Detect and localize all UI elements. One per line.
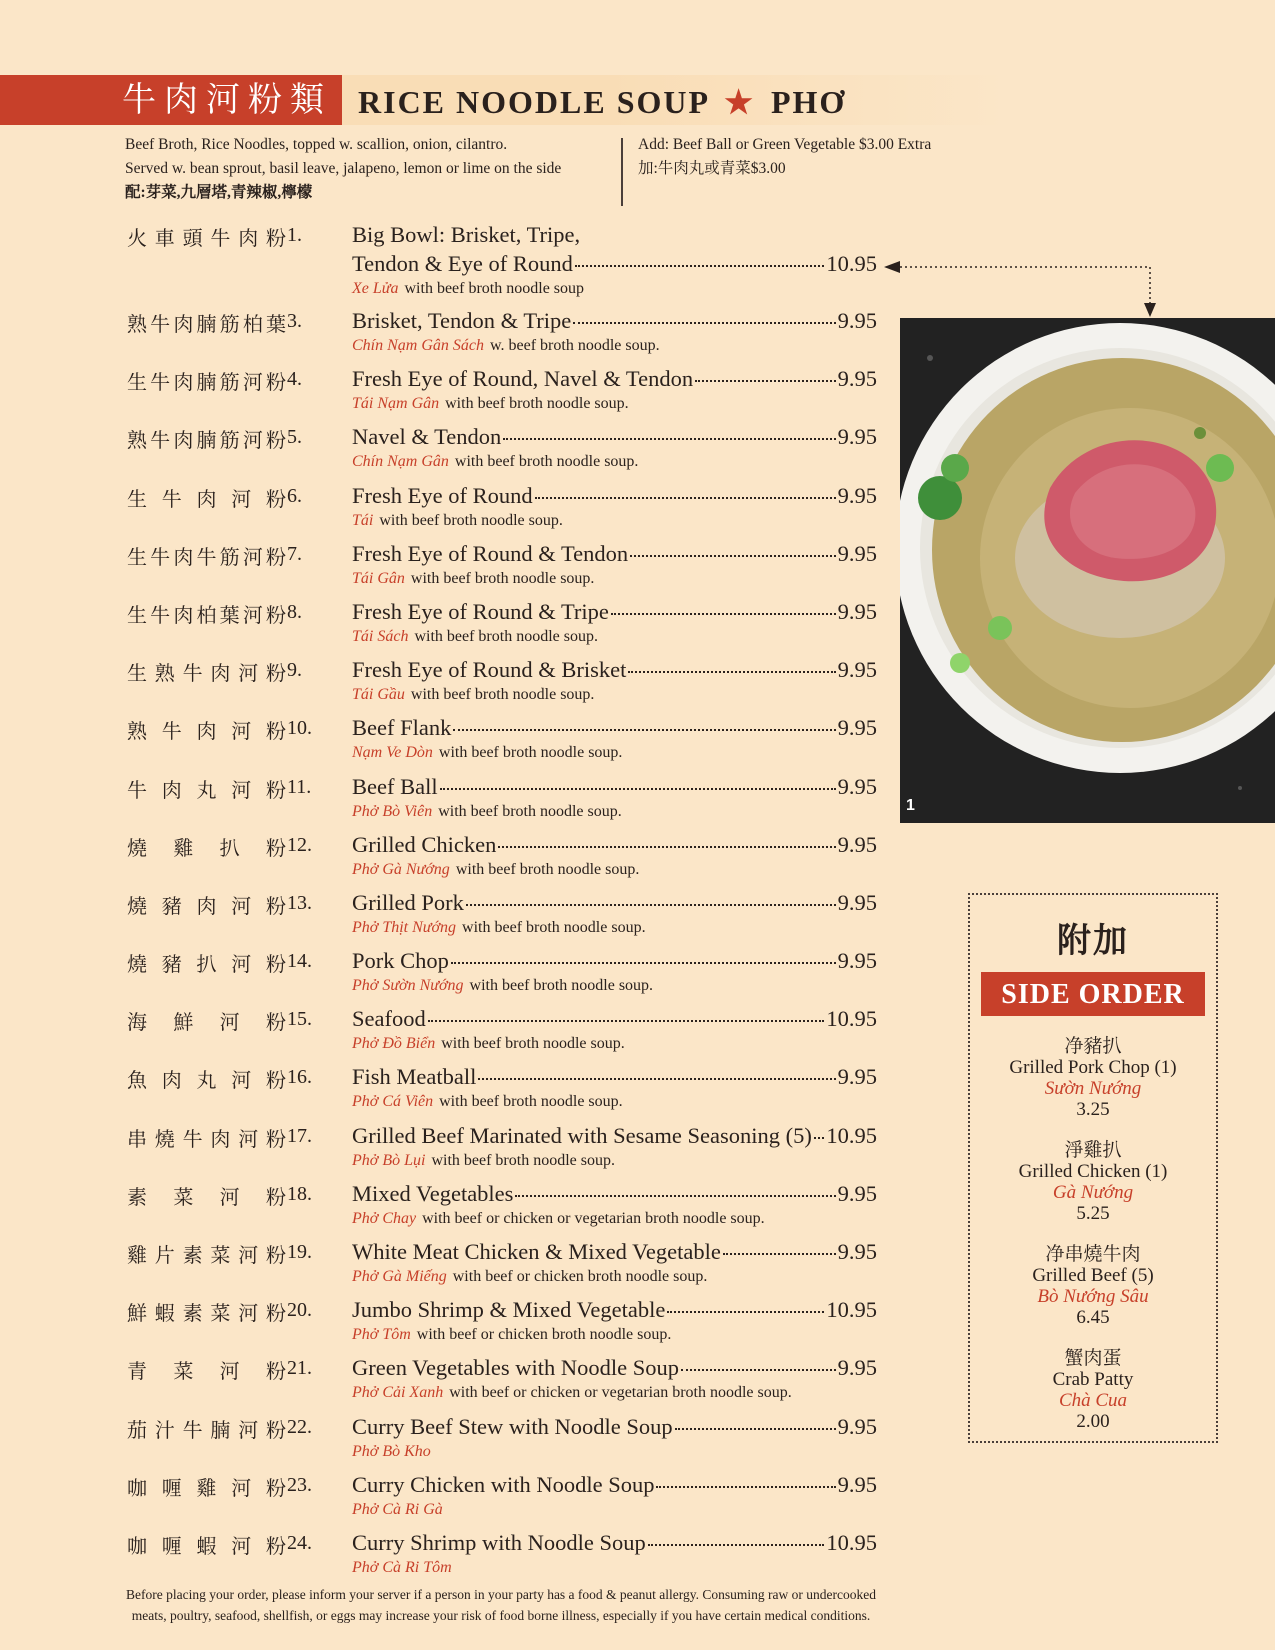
menu-item: [127, 1119, 877, 1177]
menu-item-viet-name: Phở Sườn Nướng: [352, 977, 464, 995]
menu-item-desc: with beef broth noodle soup.: [438, 802, 622, 820]
leader-dots: [478, 1077, 835, 1080]
menu-item-number: 5.: [287, 426, 302, 449]
menu-item-number: 14.: [287, 950, 312, 973]
header-cn-title: 牛肉河粉類: [0, 75, 342, 125]
menu-item-viet-name: Phở Cá Viên: [352, 1093, 434, 1111]
menu-item-desc: with beef broth noodle soup.: [410, 569, 595, 587]
menu-item-cn-name: 茄汁牛腩河粉: [127, 1417, 287, 1442]
menu-item-desc: with beef broth noodle soup.: [469, 977, 654, 995]
menu-item-line: [352, 1355, 877, 1381]
menu-item-desc: with beef broth noodle soup.: [445, 395, 629, 413]
menu-item-viet-name: Phở Chay: [352, 1209, 417, 1227]
intro-right: [638, 133, 1018, 181]
menu-item-viet-name: Nạm Ve Dòn: [352, 744, 433, 762]
menu-item-price: 10.95: [826, 251, 877, 276]
menu-item-subtitle: [352, 861, 639, 879]
add-on-note-cn: 加:牛肉丸或青菜$3.00: [638, 160, 786, 177]
menu-item-viet-name: Tái Gầu: [352, 686, 405, 704]
photo-label: 1: [906, 797, 915, 814]
menu-item-subtitle: [352, 1384, 792, 1402]
menu-item-price: 9.95: [837, 889, 877, 915]
menu-item-price: 9.95: [837, 308, 877, 333]
menu-item-name: Curry Beef Stew with Noodle Soup: [352, 1413, 673, 1439]
menu-item-line: [352, 1414, 877, 1440]
leader-dots: [628, 670, 835, 673]
menu-item-viet-name: Phở Thịt Nướng: [352, 918, 457, 936]
disclaimer-line: meats, poultry, seafood, shellfish, or eggs may increase your risk of food borne illness, especially if you have certain medical conditions.: [131, 1608, 871, 1623]
leader-dots: [466, 903, 836, 906]
menu-item-viet-name: Tái Sách: [352, 627, 409, 645]
menu-item-price: 9.95: [837, 948, 877, 974]
menu-item-name: Grilled Pork: [352, 889, 464, 915]
menu-item-name: Beef Ball: [352, 773, 438, 799]
menu-item-price: 9.95: [837, 1471, 877, 1497]
menu-item: [127, 1410, 877, 1468]
header-title-pho: PHƠ: [770, 84, 847, 120]
menu-item-viet-name: Phở Cà Ri Gà: [352, 1500, 443, 1518]
menu-item-name: Fresh Eye of Round & Tendon: [352, 540, 629, 566]
menu-item-line: [352, 1530, 877, 1556]
menu-item-name: Curry Chicken with Noodle Soup: [352, 1471, 655, 1497]
menu-list: [127, 218, 877, 1584]
menu-item-viet-name: Phở Bò Kho: [352, 1442, 431, 1460]
menu-item-number: 20.: [287, 1299, 312, 1322]
menu-item-number: 24.: [287, 1531, 312, 1554]
menu-item-subtitle: [352, 453, 638, 471]
menu-item-subtitle: [352, 337, 660, 355]
menu-item-price: 9.95: [837, 831, 877, 857]
side-order-item: [970, 1140, 1216, 1224]
side-item-viet-name: Bò Nướng Sâu: [1037, 1286, 1149, 1307]
star-icon: ★: [724, 84, 755, 120]
menu-item-viet-name: Phở Cà Ri Tôm: [352, 1558, 452, 1576]
menu-item: [127, 218, 877, 304]
side-order-list: [970, 1036, 1216, 1432]
side-order-item: [970, 1244, 1216, 1328]
menu-item-name: Beef Flank: [352, 715, 452, 741]
side-order-title: SIDE ORDER: [981, 972, 1205, 1016]
intro-left: [125, 133, 605, 205]
menu-item-desc: with beef broth noodle soup.: [438, 744, 623, 762]
menu-item: [127, 770, 877, 828]
menu-item-cn-name: 青菜河粉: [127, 1359, 287, 1384]
menu-item: [127, 362, 877, 420]
menu-item-line: [352, 599, 877, 625]
arrow-icon: [880, 255, 1160, 325]
pho-bowl-photo: [900, 318, 1275, 823]
menu-item-viet-name: Tái Gân: [352, 569, 405, 587]
menu-item-subtitle: [352, 1035, 625, 1053]
menu-item: [127, 653, 877, 711]
menu-item-cn-name: 燒豬扒河粉: [127, 952, 287, 977]
menu-item: [127, 1468, 877, 1526]
menu-item-subtitle: [352, 1210, 765, 1228]
leader-dots: [675, 1427, 836, 1430]
leader-dots: [667, 1310, 824, 1313]
menu-item-name: Seafood: [352, 1006, 426, 1032]
menu-item-cn-name: 生牛肉河粉: [127, 486, 287, 511]
menu-item-line: [352, 366, 877, 392]
menu-item-line: [352, 1006, 877, 1032]
menu-item-cn-name: 熟牛肉腩筋柏葉: [127, 312, 287, 336]
menu-item: [127, 1235, 877, 1293]
menu-item-viet-name: Chín Nạm Gân: [352, 453, 449, 471]
menu-item-number: 13.: [287, 891, 312, 914]
menu-item-number: 21.: [287, 1357, 312, 1380]
menu-item-price: 9.95: [837, 715, 877, 741]
leader-dots: [723, 1252, 836, 1255]
menu-item-viet-name: Phở Gà Miếng: [352, 1268, 447, 1285]
menu-item-subtitle: [352, 512, 563, 530]
menu-item: [127, 828, 877, 886]
menu-item-price: 9.95: [837, 1180, 877, 1206]
side-item-price: 3.25: [1076, 1099, 1110, 1120]
menu-item-number: 6.: [287, 484, 302, 507]
menu-item-cn-name: 鮮蝦素菜河粉: [127, 1301, 287, 1326]
menu-item-name: Fresh Eye of Round & Tripe: [352, 598, 609, 624]
leader-dots: [453, 728, 835, 731]
menu-item-cn-name: 咖喱蝦河粉: [127, 1533, 287, 1558]
menu-item-price: 9.95: [837, 540, 877, 566]
menu-item-desc: with beef broth noodle soup.: [410, 686, 595, 704]
menu-item: [127, 537, 877, 595]
menu-item-number: 3.: [287, 310, 302, 332]
leader-dots: [681, 1368, 836, 1371]
menu-item-desc: with beef broth noodle soup: [404, 280, 585, 297]
menu-item-subtitle: [352, 744, 622, 762]
side-item-viet-name: Sườn Nướng: [1044, 1078, 1142, 1099]
menu-item-desc: with beef broth noodle soup.: [455, 860, 640, 878]
menu-item-number: 7.: [287, 542, 302, 565]
menu-item-subtitle: [352, 686, 594, 704]
menu-item-subtitle: [352, 803, 622, 821]
menu-item: [127, 1526, 877, 1584]
leader-dots: [695, 379, 836, 382]
menu-item-cn-name: 生牛肉牛筋河粉: [127, 544, 287, 569]
side-order-item: [970, 1036, 1216, 1120]
menu-item-subtitle: [352, 1326, 671, 1344]
intro-line-cn: 配:芽菜,九層塔,青辣椒,檸檬: [125, 184, 313, 201]
menu-item: [127, 1293, 877, 1351]
menu-item-name: Big Bowl: Brisket, Tripe,: [352, 222, 581, 247]
side-item-price: 2.00: [1076, 1411, 1110, 1432]
menu-item-cn-name: 生牛肉柏葉河粉: [127, 602, 287, 627]
menu-item: [127, 595, 877, 653]
menu-item-price: 10.95: [826, 1122, 877, 1148]
menu-item-line: [352, 657, 877, 683]
menu-item-viet-name: Phở Cải Xanh: [352, 1384, 444, 1402]
leader-dots: [630, 554, 836, 557]
menu-item-cn-name: 燒雞扒粉: [127, 835, 287, 860]
menu-item-price: 9.95: [837, 1064, 877, 1090]
menu-item-number: 23.: [287, 1473, 312, 1496]
menu-item-cn-name: 素菜河粉: [127, 1184, 287, 1209]
side-item-name: Grilled Chicken (1): [1018, 1161, 1168, 1182]
menu-item-line: [352, 222, 877, 248]
leader-dots: [648, 1543, 825, 1546]
leader-dots: [503, 437, 835, 440]
menu-item-desc: with beef or chicken broth noodle soup.: [452, 1268, 708, 1285]
menu-item-cn-name: 咖喱雞河粉: [127, 1475, 287, 1500]
menu-item-desc: with beef or chicken or vegetarian broth noodle soup.: [422, 1209, 765, 1227]
menu-item-price: 10.95: [826, 1529, 877, 1555]
menu-item-viet-name: Chín Nạm Gân Sách: [352, 337, 484, 354]
side-order-cn-title: 附加: [1057, 921, 1129, 961]
leader-dots: [573, 321, 835, 324]
menu-item-number: 22.: [287, 1415, 312, 1438]
leader-dots: [428, 1019, 825, 1022]
side-item-cn-name: 净串燒牛肉: [1045, 1243, 1141, 1265]
menu-item-line: [352, 308, 877, 334]
menu-item-viet-name: Phở Tôm: [352, 1326, 411, 1344]
menu-item-number: 10.: [287, 717, 312, 740]
menu-item-price: 10.95: [826, 1006, 877, 1032]
menu-item-price: 9.95: [837, 366, 877, 392]
menu-item-line: [352, 948, 877, 974]
menu-item-price: 9.95: [837, 482, 877, 508]
side-item-viet-name: Gà Nướng: [1052, 1182, 1134, 1203]
menu-item: [127, 304, 877, 362]
leader-dots: [814, 1136, 824, 1139]
menu-item: [127, 711, 877, 769]
header-title-text: RICE NOODLE SOUP: [358, 84, 709, 120]
intro-divider: [621, 138, 623, 206]
menu-item-desc: w. beef broth noodle soup.: [490, 337, 660, 354]
menu-item-cn-name: 生熟牛肉河粉: [127, 661, 287, 686]
menu-item-name: Fresh Eye of Round, Navel & Tendon: [352, 366, 694, 392]
menu-item-line: [352, 1123, 877, 1149]
menu-item-number: 9.: [287, 659, 302, 682]
menu-item-subtitle: [352, 280, 584, 298]
side-item-price: 5.25: [1076, 1203, 1110, 1224]
leader-dots: [656, 1485, 835, 1488]
menu-item-line: [352, 1297, 877, 1323]
side-order-box: [968, 893, 1218, 1443]
menu-item-name-cont: Tendon & Eye of Round: [352, 251, 573, 276]
menu-item-subtitle: [352, 977, 653, 995]
menu-item-desc: with beef broth noodle soup.: [431, 1151, 615, 1169]
menu-item-line: [352, 251, 877, 277]
menu-item-price: 10.95: [826, 1297, 877, 1323]
menu-item-number: 15.: [287, 1008, 312, 1031]
menu-item-price: 9.95: [837, 1413, 877, 1439]
menu-item-cn-name: 火車頭牛肉粉: [127, 226, 287, 250]
menu-item-viet-name: Phở Bò Lụi: [352, 1151, 426, 1169]
leader-dots: [575, 264, 824, 267]
menu-item-viet-name: Phở Gà Nướng: [352, 860, 450, 878]
menu-item-name: Fish Meatball: [352, 1064, 477, 1090]
intro-line: Served w. bean sprout, basil leave, jalapeno, lemon or lime on the side: [125, 160, 562, 177]
menu-item-name: Fresh Eye of Round & Brisket: [352, 657, 627, 683]
menu-item-name: Grilled Beef Marinated with Sesame Seasoning (5): [352, 1122, 812, 1148]
menu-item-line: [352, 715, 877, 741]
menu-item-line: [352, 1239, 877, 1265]
menu-item-subtitle: [352, 395, 629, 413]
menu-item-line: [352, 890, 877, 916]
menu-item-number: 11.: [287, 775, 312, 798]
disclaimer-line: Before placing your order, please inform your server if a person in your party has a food & peanut allergy. Consuming raw or undercooked: [126, 1587, 876, 1602]
menu-item: [127, 886, 877, 944]
side-item-cn-name: 净豬扒: [1064, 1035, 1122, 1057]
menu-item-cn-name: 海鮮河粉: [127, 1010, 287, 1035]
menu-item-price: 9.95: [837, 1355, 877, 1381]
menu-item-subtitle: [352, 1268, 707, 1286]
menu-item-price: 9.95: [837, 424, 877, 450]
menu-item-subtitle: [352, 1501, 449, 1519]
menu-item-subtitle: [352, 1443, 437, 1461]
menu-item-name: Grilled Chicken: [352, 831, 497, 857]
menu-item-cn-name: 熟牛肉河粉: [127, 719, 287, 744]
menu-item-name: Green Vegetables with Noodle Soup: [352, 1355, 680, 1381]
side-item-cn-name: 蟹肉蛋: [1064, 1347, 1122, 1369]
menu-item-line: [352, 541, 877, 567]
menu-item: [127, 944, 877, 1002]
menu-item-price: 9.95: [837, 773, 877, 799]
side-order-item: [970, 1348, 1216, 1432]
menu-item-name: Mixed Vegetables: [352, 1180, 514, 1206]
menu-item: [127, 1002, 877, 1060]
side-item-viet-name: Chà Cua: [1058, 1390, 1128, 1411]
menu-item-desc: with beef broth noodle soup.: [441, 1035, 625, 1053]
menu-item: [127, 1060, 877, 1118]
menu-item-number: 16.: [287, 1066, 312, 1089]
menu-item-cn-name: 熟牛肉腩筋河粉: [127, 428, 287, 453]
menu-item: [127, 479, 877, 537]
leader-dots: [440, 787, 836, 790]
menu-item-line: [352, 424, 877, 450]
menu-item-viet-name: Phở Đồ Biển: [352, 1035, 436, 1053]
menu-item-subtitle: [352, 628, 598, 646]
menu-item-desc: with beef broth noodle soup.: [414, 627, 598, 645]
menu-item-viet-name: Tái: [352, 511, 374, 529]
menu-item-line: [352, 1181, 877, 1207]
menu-item-name: Curry Shrimp with Noodle Soup: [352, 1529, 646, 1555]
leader-dots: [535, 496, 836, 499]
menu-item-desc: with beef broth noodle soup.: [462, 918, 646, 936]
leader-dots: [498, 845, 835, 848]
menu-item-name: Navel & Tendon: [352, 424, 502, 450]
menu-item-number: 4.: [287, 368, 302, 391]
menu-item-name: White Meat Chicken & Mixed Vegetable: [352, 1239, 721, 1264]
menu-item-subtitle: [352, 1152, 615, 1170]
menu-item-cn-name: 生牛肉腩筋河粉: [127, 370, 287, 395]
menu-item-name: Jumbo Shrimp & Mixed Vegetable: [352, 1297, 666, 1323]
menu-item-desc: with beef broth noodle soup.: [379, 511, 563, 529]
menu-item-price: 9.95: [837, 657, 877, 683]
menu-item-price: 9.95: [837, 598, 877, 624]
allergy-disclaimer: [125, 1584, 877, 1626]
menu-item-cn-name: 燒豬肉河粉: [127, 893, 287, 918]
menu-item-name: Pork Chop: [352, 948, 449, 974]
leader-dots: [451, 961, 836, 964]
menu-item-desc: with beef broth noodle soup.: [439, 1093, 623, 1111]
menu-item-name: Brisket, Tendon & Tripe: [352, 308, 572, 333]
menu-item-viet-name: Xe Lửa: [352, 280, 399, 297]
menu-item-cn-name: 串燒牛肉河粉: [127, 1126, 287, 1151]
menu-item-price: 9.95: [837, 1239, 877, 1264]
menu-item-cn-name: 牛肉丸河粉: [127, 777, 287, 802]
pho-bowl-image: [900, 318, 1275, 823]
intro-line: Beef Broth, Rice Noodles, topped w. scallion, onion, cilantro.: [125, 136, 508, 153]
menu-item-desc: with beef or chicken or vegetarian broth noodle soup.: [449, 1384, 792, 1402]
menu-item-line: [352, 832, 877, 858]
add-on-note: Add: Beef Ball or Green Vegetable $3.00 Extra: [638, 136, 932, 153]
menu-item-number: 19.: [287, 1241, 312, 1263]
menu-item-name: Fresh Eye of Round: [352, 482, 533, 508]
menu-item-number: 12.: [287, 833, 312, 856]
side-item-name: Grilled Pork Chop (1): [1009, 1057, 1177, 1078]
leader-dots: [611, 612, 836, 615]
menu-item-line: [352, 1064, 877, 1090]
menu-item-subtitle: [352, 1559, 458, 1577]
side-item-name: Crab Patty: [1052, 1369, 1134, 1390]
leader-dots: [515, 1194, 835, 1197]
menu-item-cn-name: 雞片素菜河粉: [127, 1243, 287, 1267]
menu-item: [127, 1177, 877, 1235]
menu-item-cn-name: 魚肉丸河粉: [127, 1068, 287, 1093]
side-item-cn-name: 淨雞扒: [1064, 1139, 1122, 1161]
menu-item-subtitle: [352, 919, 646, 937]
menu-item: [127, 1351, 877, 1409]
menu-item-number: 17.: [287, 1124, 312, 1147]
menu-item-subtitle: [352, 570, 594, 588]
menu-item-subtitle: [352, 1093, 623, 1111]
menu-item-desc: with beef broth noodle soup.: [454, 453, 639, 471]
header-en-title: [358, 75, 846, 125]
menu-item-number: 18.: [287, 1182, 312, 1205]
side-item-price: 6.45: [1076, 1307, 1110, 1328]
menu-item-line: [352, 483, 877, 509]
menu-item-number: 8.: [287, 600, 302, 623]
menu-item-line: [352, 774, 877, 800]
menu-item-viet-name: Tái Nạm Gân: [352, 395, 440, 413]
side-item-name: Grilled Beef (5): [1032, 1265, 1154, 1286]
menu-item-viet-name: Phở Bò Viên: [352, 802, 433, 820]
menu-item-line: [352, 1472, 877, 1498]
menu-item: [127, 420, 877, 478]
menu-item-desc: with beef or chicken broth noodle soup.: [416, 1326, 672, 1344]
menu-item-number: 1.: [287, 224, 302, 246]
